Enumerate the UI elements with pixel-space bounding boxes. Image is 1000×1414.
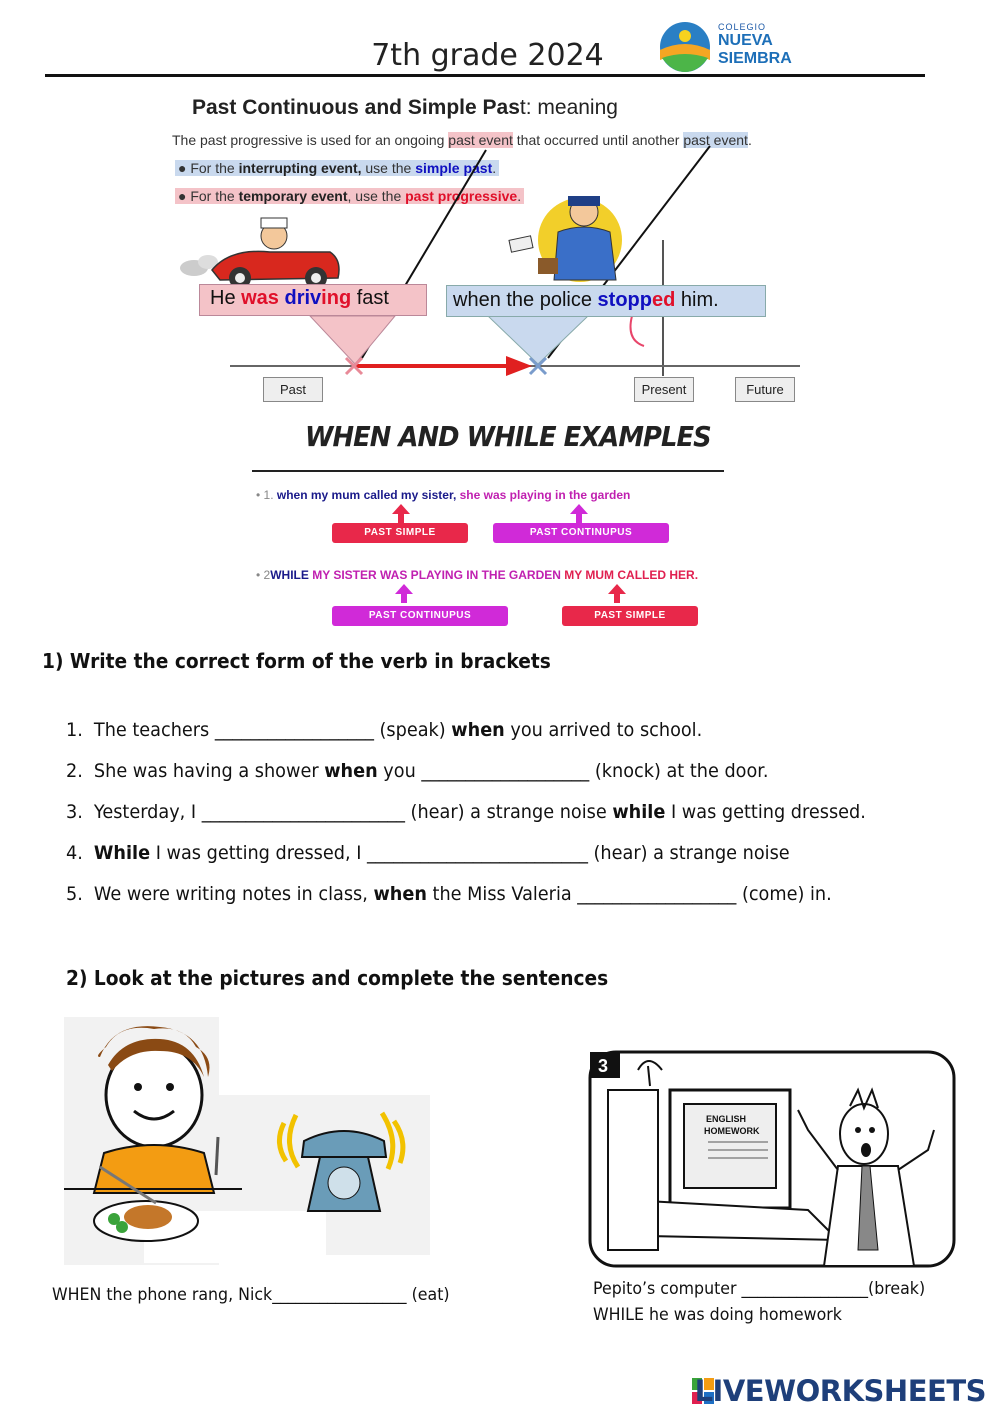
when-while-title: WHEN AND WHILE EXAMPLES	[305, 420, 711, 453]
arrow-up-icon	[606, 582, 628, 604]
exercise-1-item: 5. We were writing notes in class, when the Miss Valeria __________________ (come) in.	[66, 883, 832, 905]
example-1: • 1. when my mum called my sister, she was playing in the garden	[256, 488, 631, 502]
screen-text: HOMEWORK	[704, 1126, 760, 1136]
school-logo-icon	[658, 20, 712, 74]
logo-small-text: COLEGIO	[718, 22, 767, 32]
tag-past-simple: PAST SIMPLE	[332, 523, 468, 543]
caption-2-line2: WHILE he was doing homework	[593, 1305, 842, 1325]
tag-past-continuous: PAST CONTINUPUS	[332, 606, 508, 626]
caption-1: WHEN the phone rang, Nick_________________ (eat)	[52, 1285, 450, 1305]
logo-line1: NUEVA	[718, 32, 773, 49]
liveworksheets-brand: LIVEWORKSHEETS	[694, 1374, 986, 1408]
policeman-icon	[509, 196, 622, 282]
tag-past-continuous: PAST CONTINUPUS	[493, 523, 669, 543]
exercise-2-title: 2) Look at the pictures and complete the sentences	[66, 966, 609, 990]
bullet-temporary: ● For the temporary event, use the past progressive.	[175, 188, 524, 204]
timeline-illustration	[170, 140, 810, 380]
picture-badge: 3	[598, 1056, 609, 1076]
bullet-interrupting: ● For the interrupting event, use the simple past.	[175, 160, 499, 176]
definition-line: The past progressive is used for an ongoing past event that occurred until another past event.	[172, 132, 752, 148]
arrow-up-icon	[568, 502, 590, 524]
exercise-1-item: 2. She was having a shower when you ___________________ (knock) at the door.	[66, 760, 769, 782]
tag-past-simple: PAST SIMPLE	[562, 606, 698, 626]
exercise-1-item: 1. The teachers __________________ (speak) when you arrived to school.	[66, 719, 703, 741]
arrow-up-icon	[393, 582, 415, 604]
school-logo	[658, 20, 818, 74]
arrow-up-icon	[390, 502, 412, 524]
driving-fast-box: He was driving fast	[199, 284, 427, 316]
screen-text: ENGLISH	[706, 1114, 747, 1124]
exercise-1-title: 1) Write the correct form of the verb in brackets	[42, 649, 551, 673]
boy-eating-phone-picture	[64, 1017, 430, 1265]
exercise-1-item: 3. Yesterday, I _______________________ (hear) a strange noise while I was getting dressed.	[66, 801, 866, 823]
infographic-heading: Past Continuous and Simple Past: meaning	[192, 96, 618, 119]
when-while-divider	[252, 470, 724, 472]
timeline-future-label: Future	[735, 377, 795, 402]
broken-computer-picture	[588, 1050, 958, 1270]
police-stopped-box: when the police stopped him.	[446, 285, 766, 317]
caption-2-line1: Pepito’s computer ________________(break)	[593, 1279, 926, 1299]
race-car-icon	[180, 218, 339, 289]
timeline-past-label: Past	[263, 377, 323, 402]
header-divider	[45, 74, 925, 77]
logo-line2: SIEMBRA	[718, 50, 792, 67]
example-2: • 2WHILE MY SISTER WAS PLAYING IN THE GARDEN MY MUM CALLED HER.	[256, 568, 699, 582]
timeline-present-label: Present	[634, 377, 694, 402]
exercise-1-item: 4. While I was getting dressed, I _________________________ (hear) a strange noise	[66, 842, 790, 864]
page-title: 7th grade 2024	[371, 38, 604, 73]
